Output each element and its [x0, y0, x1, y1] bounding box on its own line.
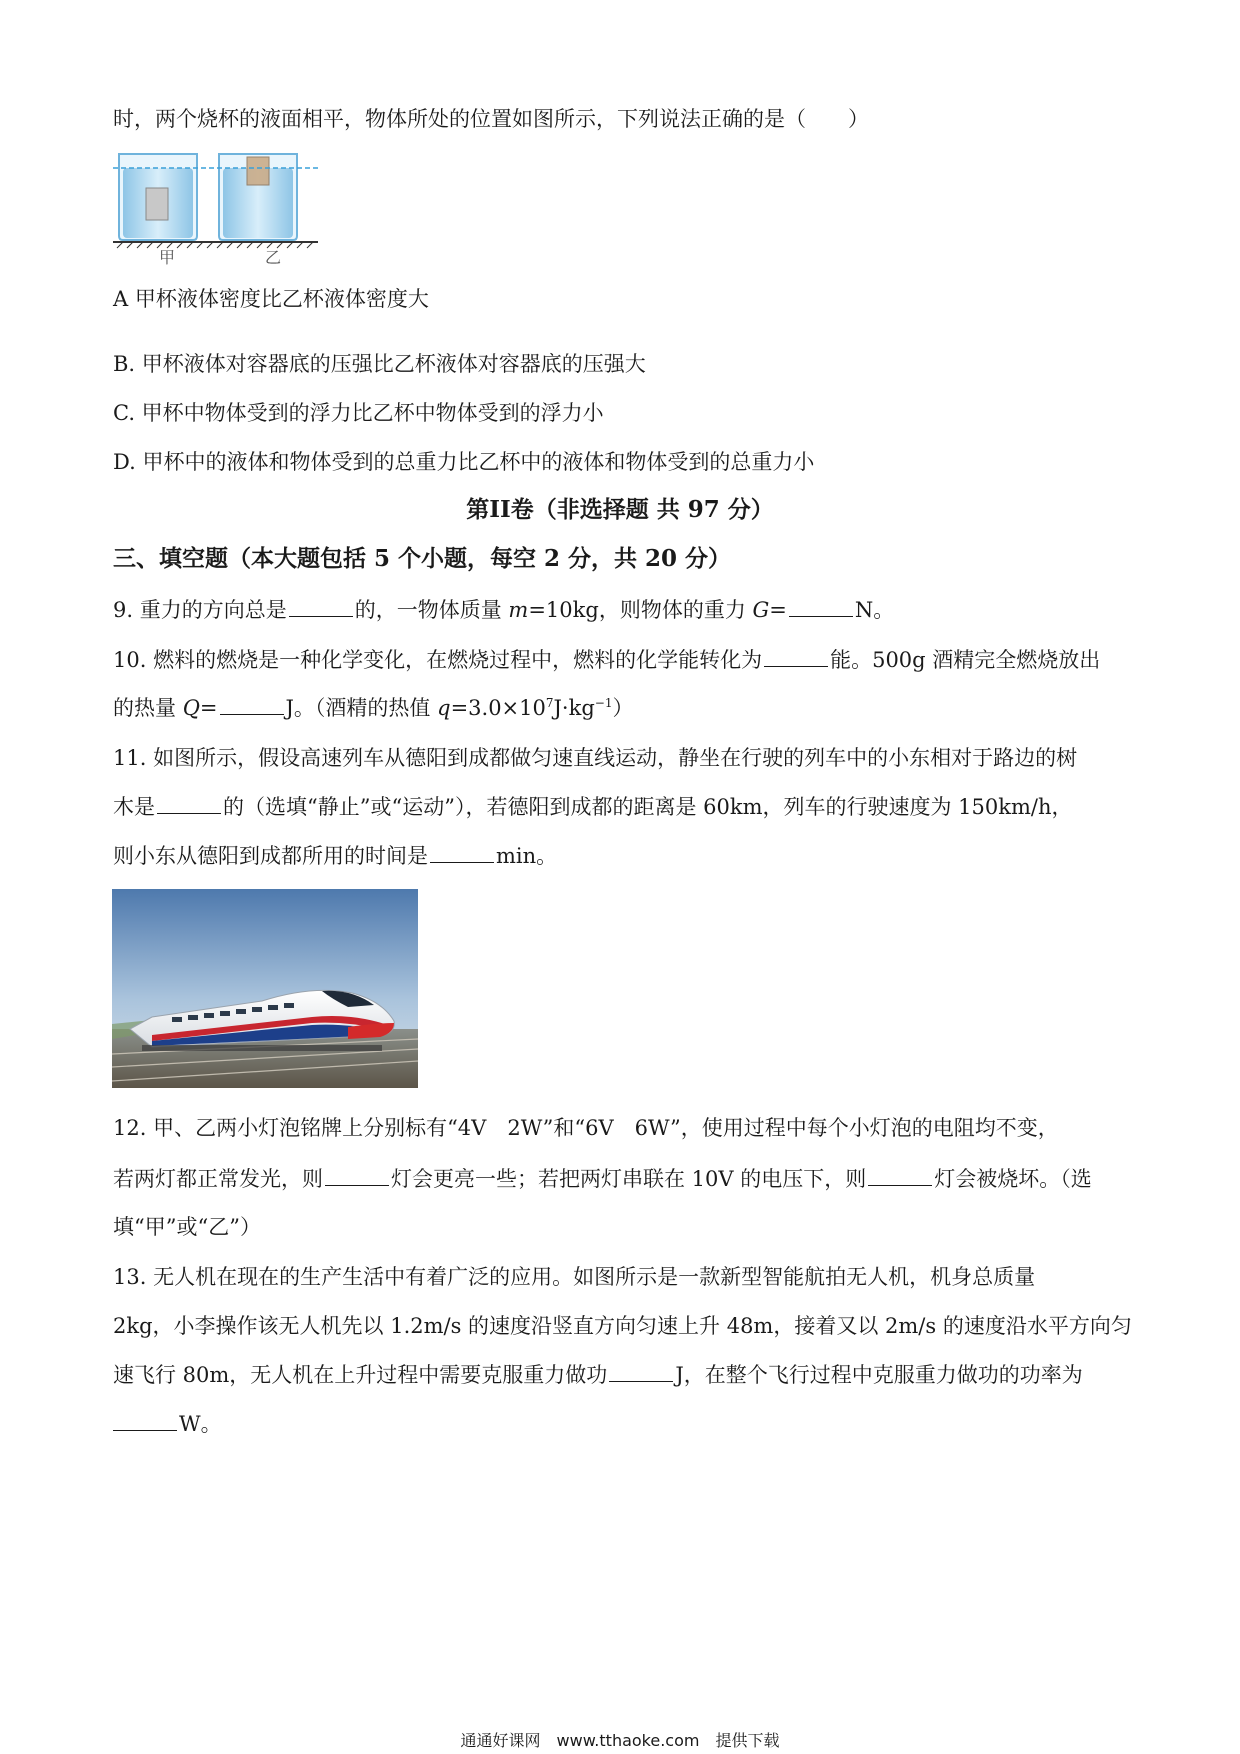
object-yi — [247, 157, 269, 185]
q8-option-a: A 甲杯液体密度比乙杯液体密度大 — [113, 287, 429, 311]
q8-stem: 时，两个烧杯的液面相平，物体所处的位置如图所示，下列说法正确的是（ ） — [113, 107, 869, 131]
question-10-line-1: 10. 燃料的燃烧是一种化学变化，在燃烧过程中，燃料的化学能转化为 能。500g 酒精完全燃烧放出 — [113, 644, 1100, 675]
high-speed-train-photo — [112, 889, 418, 1088]
question-12-line-1: 12. 甲、乙两小灯泡铭牌上分别标有“4V 2W”和“6V 6W”，使用过程中每个小灯泡的电阻均不变， — [113, 1116, 1059, 1140]
beakers-figure — [113, 148, 318, 268]
answer-blank[interactable] — [764, 644, 828, 667]
label-yi: 乙 — [264, 248, 282, 267]
answer-blank[interactable] — [325, 1163, 389, 1186]
beaker-yi — [219, 154, 297, 240]
answer-blank[interactable] — [113, 1408, 177, 1431]
answer-blank[interactable] — [609, 1359, 673, 1382]
page-footer: 通通好课网 www.tthaoke.com 提供下载 — [460, 1731, 780, 1750]
q8-option-d: D. 甲杯中的液体和物体受到的总重力比乙杯中的液体和物体受到的总重力小 — [113, 450, 815, 474]
question-10-line-2: 的热量 Q= J。（酒精的热值 $q=3.0\times 10^7J\cdot kg^{-1}$） — [113, 692, 633, 723]
section-3-title: 三、填空题（本大题包括 5 个小题，每空 2 分，共 20 分） — [113, 545, 732, 572]
q8-option-b: B. 甲杯液体对容器底的压强比乙杯液体对容器底的压强大 — [113, 352, 646, 376]
answer-blank[interactable] — [289, 594, 353, 617]
question-11-line-3: 则小东从德阳到成都所用的时间是 min。 — [113, 840, 557, 871]
question-13-line-4: W。 — [113, 1408, 222, 1439]
answer-blank[interactable] — [789, 594, 853, 617]
beaker-jia — [119, 154, 197, 240]
question-11-line-1: 11. 如图所示，假设高速列车从德阳到成都做匀速直线运动，静坐在行驶的列车中的小东相对于路边的树 — [113, 746, 1078, 770]
object-jia — [146, 188, 168, 220]
q8-option-c: C. 甲杯中物体受到的浮力比乙杯中物体受到的浮力小 — [113, 401, 604, 425]
answer-blank[interactable] — [868, 1163, 932, 1186]
question-13-line-3: 速飞行 80m，无人机在上升过程中需要克服重力做功 J，在整个飞行过程中克服重力做功的功率为 — [113, 1359, 1083, 1390]
answer-blank[interactable] — [220, 692, 284, 715]
question-13-line-1: 13. 无人机在现在的生产生活中有着广泛的应用。如图所示是一款新型智能航拍无人机，机身总质量 — [113, 1265, 1036, 1289]
question-9: 9. 重力的方向总是 的，一物体质量 m=10kg，则物体的重力 G= N。 — [113, 594, 894, 625]
question-12-line-3: 填“甲”或“乙”） — [113, 1215, 261, 1239]
answer-blank[interactable] — [157, 791, 221, 814]
question-12-line-2: 若两灯都正常发光，则 灯会更亮一些；若把两灯串联在 10V 的电压下，则 灯会被烧坏。（选 — [113, 1163, 1092, 1194]
question-13-line-2: 2kg，小李操作该无人机先以 1.2m/s 的速度沿竖直方向匀速上升 48m，接着又以 2m/s 的速度沿水平方向匀 — [113, 1314, 1132, 1338]
label-jia: 甲 — [158, 248, 176, 267]
section-2-title: 第II卷（非选择题 共 97 分） — [466, 496, 774, 523]
answer-blank[interactable] — [430, 840, 494, 863]
question-11-line-2: 木是 的（选填“静止”或“运动”），若德阳到成都的距离是 60km，列车的行驶速度为 150km/h， — [113, 791, 1072, 822]
